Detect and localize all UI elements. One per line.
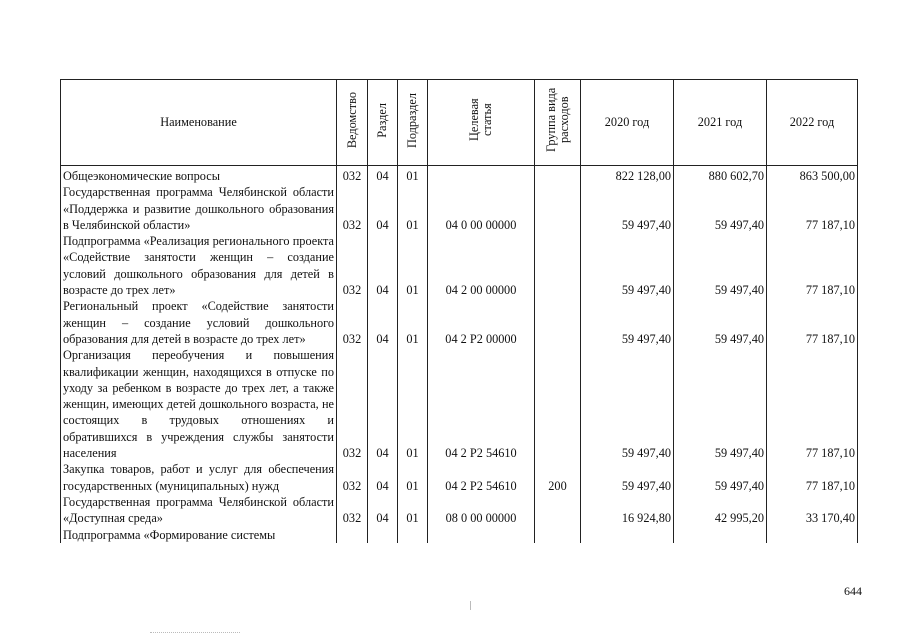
cell-vedomstvo: 032 xyxy=(337,166,368,185)
cell-name: Закупка товаров, работ и услуг для обеспечения государственных (муниципальных) нужд xyxy=(61,461,337,494)
table-row xyxy=(61,494,858,527)
cell-2020: 16 924,80 xyxy=(581,494,674,527)
cell-2021: 59 497,40 xyxy=(674,184,767,233)
cell-razdel: 04 xyxy=(368,233,398,298)
cell-podrazdel: 01 xyxy=(398,461,428,494)
cell-2020: 59 497,40 xyxy=(581,347,674,461)
cell-razdel: 04 xyxy=(368,461,398,494)
header-name: Наименование xyxy=(61,80,337,166)
cell-podrazdel: 01 xyxy=(398,166,428,185)
cell-gruppa: 200 xyxy=(535,461,581,494)
cell-name: Государственная программа Челябинской области «Доступная среда» xyxy=(61,494,337,527)
cell-2022: 77 187,10 xyxy=(767,233,858,298)
header-vedomstvo: Ведомство xyxy=(337,80,368,166)
cell-2021: 42 995,20 xyxy=(674,494,767,527)
cell-tselevaya-statya xyxy=(428,166,535,185)
cell-podrazdel: 01 xyxy=(398,494,428,527)
cell-gruppa xyxy=(535,494,581,527)
scan-dots xyxy=(150,632,240,634)
cell-tselevaya-statya: 04 2 P2 54610 xyxy=(428,461,535,494)
header-row xyxy=(61,80,858,166)
cell-name: Подпрограмма «Реализация регионального проекта «Содействие занятости женщин – создание условий дошкольного образования для детей в возрасте до трех лет» xyxy=(61,233,337,298)
cell-name: Общеэкономические вопросы xyxy=(61,166,337,185)
header-tselevaya-statya: Целевая статья xyxy=(428,80,535,166)
header-2022: 2022 год xyxy=(767,80,858,166)
table-row xyxy=(61,461,858,494)
cell-gruppa xyxy=(535,233,581,298)
cell-2021: 59 497,40 xyxy=(674,298,767,347)
cell-2022: 33 170,40 xyxy=(767,494,858,527)
cell-2021: 59 497,40 xyxy=(674,233,767,298)
cell-2022: 77 187,10 xyxy=(767,298,858,347)
cell-razdel: 04 xyxy=(368,166,398,185)
table-row xyxy=(61,527,858,543)
header-2021: 2021 год xyxy=(674,80,767,166)
cell-vedomstvo: 032 xyxy=(337,461,368,494)
cell-2020: 822 128,00 xyxy=(581,166,674,185)
cell-vedomstvo: 032 xyxy=(337,347,368,461)
cell-vedomstvo: 032 xyxy=(337,233,368,298)
cell-podrazdel: 01 xyxy=(398,233,428,298)
cell-razdel xyxy=(368,527,398,543)
cell-gruppa xyxy=(535,347,581,461)
cell-2021 xyxy=(674,527,767,543)
cell-tselevaya-statya: 04 2 P2 54610 xyxy=(428,347,535,461)
cell-2020: 59 497,40 xyxy=(581,461,674,494)
page-number: 644 xyxy=(844,584,862,598)
cell-gruppa xyxy=(535,166,581,185)
cell-2022: 77 187,10 xyxy=(767,461,858,494)
cell-razdel: 04 xyxy=(368,184,398,233)
cell-vedomstvo: 032 xyxy=(337,184,368,233)
cell-2020: 59 497,40 xyxy=(581,233,674,298)
cell-2022 xyxy=(767,527,858,543)
cell-vedomstvo: 032 xyxy=(337,298,368,347)
header-razdel: Раздел xyxy=(368,80,398,166)
header-gruppa-vida-raskhodov: Группа вида расходов xyxy=(535,80,581,166)
cell-2022: 77 187,10 xyxy=(767,347,858,461)
cell-name: Организация переобучения и повышения квалификации женщин, находящихся в отпуске по уходу за ребенком в возрасте до трех лет, а также женщин, имеющих детей дошкольного возраста, не состоящих в трудовых отношениях и обратившихся в учреждения службы занятости населения xyxy=(61,347,337,461)
cell-razdel: 04 xyxy=(368,494,398,527)
cell-name: Региональный проект «Содействие занятости женщин – создание условий дошкольного образования для детей в возрасте до трех лет» xyxy=(61,298,337,347)
cell-vedomstvo: 032 xyxy=(337,494,368,527)
cell-2021: 880 602,70 xyxy=(674,166,767,185)
cell-podrazdel: 01 xyxy=(398,184,428,233)
table-row xyxy=(61,347,858,461)
cell-tselevaya-statya: 04 2 P2 00000 xyxy=(428,298,535,347)
cell-tselevaya-statya: 04 0 00 00000 xyxy=(428,184,535,233)
table-row xyxy=(61,184,858,233)
scan-mark xyxy=(470,601,471,610)
cell-tselevaya-statya: 08 0 00 00000 xyxy=(428,494,535,527)
table-row xyxy=(61,298,858,347)
cell-tselevaya-statya: 04 2 00 00000 xyxy=(428,233,535,298)
cell-razdel: 04 xyxy=(368,347,398,461)
cell-2021: 59 497,40 xyxy=(674,461,767,494)
cell-2020: 59 497,40 xyxy=(581,298,674,347)
cell-tselevaya-statya xyxy=(428,527,535,543)
cell-2020: 59 497,40 xyxy=(581,184,674,233)
table-row xyxy=(61,233,858,298)
table-row xyxy=(61,166,858,185)
cell-podrazdel xyxy=(398,527,428,543)
cell-2020 xyxy=(581,527,674,543)
cell-name: Государственная программа Челябинской области «Поддержка и развитие дошкольного образования в Челябинской области» xyxy=(61,184,337,233)
cell-name: Подпрограмма «Формирование системы xyxy=(61,527,337,543)
budget-table xyxy=(60,79,858,543)
cell-razdel: 04 xyxy=(368,298,398,347)
cell-podrazdel: 01 xyxy=(398,298,428,347)
cell-2022: 77 187,10 xyxy=(767,184,858,233)
cell-2022: 863 500,00 xyxy=(767,166,858,185)
cell-vedomstvo xyxy=(337,527,368,543)
cell-podrazdel: 01 xyxy=(398,347,428,461)
cell-2021: 59 497,40 xyxy=(674,347,767,461)
header-podrazdel: Подраздел xyxy=(398,80,428,166)
header-2020: 2020 год xyxy=(581,80,674,166)
cell-gruppa xyxy=(535,184,581,233)
cell-gruppa xyxy=(535,298,581,347)
cell-gruppa xyxy=(535,527,581,543)
